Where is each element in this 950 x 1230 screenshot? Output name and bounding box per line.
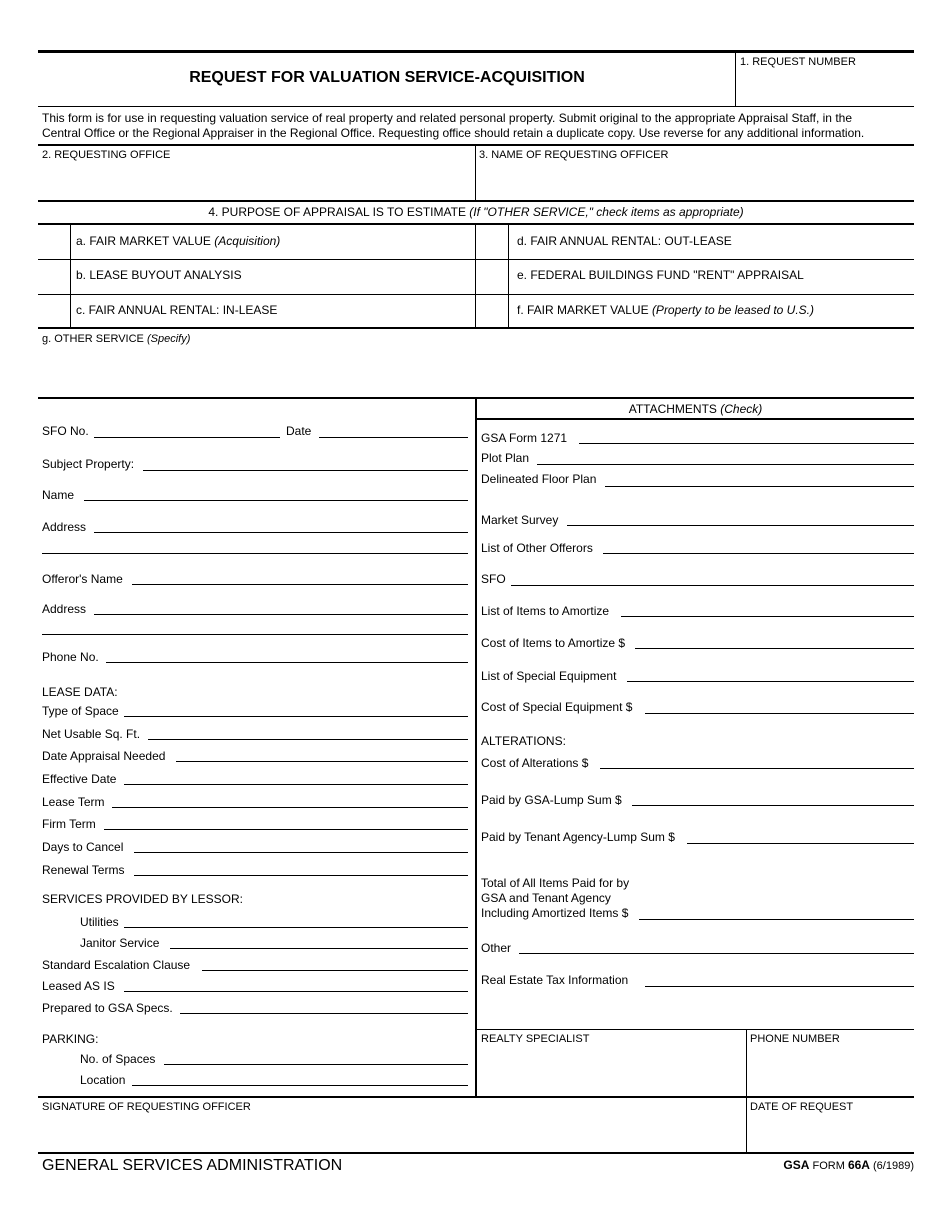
paid-by-tenant-label: Paid by Tenant Agency-Lump Sum $ xyxy=(481,830,675,844)
list-special-equipment-field[interactable] xyxy=(627,681,914,682)
prepared-to-gsa-field[interactable] xyxy=(180,1013,468,1014)
phone-no-field[interactable] xyxy=(106,662,468,663)
checkbox-f[interactable] xyxy=(476,295,507,328)
purpose-item-d: d. FAIR ANNUAL RENTAL: OUT-LEASE xyxy=(517,234,732,248)
standard-escalation-label: Standard Escalation Clause xyxy=(42,958,191,972)
plot-plan-label: Plot Plan xyxy=(481,451,530,465)
cost-special-equipment-label: Cost of Special Equipment $ xyxy=(481,700,633,714)
type-of-space-field[interactable] xyxy=(124,716,468,717)
effective-date-label: Effective Date xyxy=(42,772,117,786)
total-field[interactable] xyxy=(639,919,914,920)
address-field[interactable] xyxy=(94,532,468,533)
firm-term-field[interactable] xyxy=(104,829,468,830)
agency-name: GENERAL SERVICES ADMINISTRATION xyxy=(42,1157,343,1174)
offeror-address-field[interactable] xyxy=(94,614,468,615)
real-estate-tax-label: Real Estate Tax Information xyxy=(481,973,629,987)
divider xyxy=(38,144,914,146)
list-special-equipment-label: List of Special Equipment xyxy=(481,669,617,683)
other-field[interactable] xyxy=(519,953,914,954)
janitor-service-field[interactable] xyxy=(170,948,468,949)
delineated-floor-plan-label: Delineated Floor Plan xyxy=(481,472,597,486)
list-items-amortize-field[interactable] xyxy=(621,616,914,617)
divider xyxy=(38,106,914,107)
sfo-field[interactable] xyxy=(511,585,914,586)
market-survey-label: Market Survey xyxy=(481,513,559,527)
type-of-space-label: Type of Space xyxy=(42,704,119,718)
gsa-form-1271-label: GSA Form 1271 xyxy=(481,431,568,445)
phone-no-label: Phone No. xyxy=(42,650,99,664)
subject-property-label: Subject Property: xyxy=(42,457,135,471)
divider xyxy=(475,145,476,201)
offeror-address-label: Address xyxy=(42,602,87,616)
list-other-offerors-label: List of Other Offerors xyxy=(481,541,593,555)
purpose-item-c: c. FAIR ANNUAL RENTAL: IN-LEASE xyxy=(76,303,278,317)
realty-specialist-field[interactable] xyxy=(481,1047,741,1093)
purpose-item-b: b. LEASE BUYOUT ANALYSIS xyxy=(76,268,242,282)
delineated-floor-plan-field[interactable] xyxy=(605,486,914,487)
list-items-amortize-label: List of Items to Amortize xyxy=(481,604,610,618)
services-by-lessor-heading: SERVICES PROVIDED BY LESSOR: xyxy=(42,892,243,906)
total-line-1: Total of All Items Paid for by xyxy=(481,876,630,890)
lease-term-label: Lease Term xyxy=(42,795,105,809)
effective-date-field[interactable] xyxy=(124,784,468,785)
address-field-2[interactable] xyxy=(42,553,468,554)
sfo-no-field[interactable] xyxy=(94,437,280,438)
divider xyxy=(508,224,509,328)
cost-of-alterations-label: Cost of Alterations $ xyxy=(481,756,589,770)
divider xyxy=(476,1029,914,1030)
divider xyxy=(735,52,736,106)
divider xyxy=(38,200,914,202)
requesting-officer-label: 3. NAME OF REQUESTING OFFICER xyxy=(479,149,669,161)
renewal-terms-field[interactable] xyxy=(134,875,468,876)
janitor-service-label: Janitor Service xyxy=(80,936,160,950)
signature-field[interactable] xyxy=(42,1115,742,1149)
requesting-officer-field[interactable] xyxy=(479,164,909,198)
checkbox-d[interactable] xyxy=(476,225,507,258)
cost-items-amortize-label: Cost of Items to Amortize $ xyxy=(481,636,626,650)
standard-escalation-field[interactable] xyxy=(202,970,468,971)
paid-by-gsa-label: Paid by GSA-Lump Sum $ xyxy=(481,793,622,807)
divider xyxy=(746,1097,747,1152)
lease-term-field[interactable] xyxy=(112,807,468,808)
net-usable-label: Net Usable Sq. Ft. xyxy=(42,727,141,741)
checkbox-e[interactable] xyxy=(476,260,507,293)
cost-special-equipment-field[interactable] xyxy=(645,713,914,714)
divider xyxy=(38,1096,914,1098)
alterations-heading: ALTERATIONS: xyxy=(481,734,566,748)
market-survey-field[interactable] xyxy=(567,525,914,526)
no-of-spaces-field[interactable] xyxy=(164,1064,468,1065)
total-line-2: GSA and Tenant Agency xyxy=(481,891,611,905)
offeror-address-field-2[interactable] xyxy=(42,634,468,635)
no-of-spaces-label: No. of Spaces xyxy=(80,1052,156,1066)
divider xyxy=(476,418,914,420)
date-of-request-label: DATE OF REQUEST xyxy=(750,1101,854,1113)
checkbox-b[interactable] xyxy=(39,260,70,293)
request-number-field[interactable] xyxy=(740,70,910,102)
paid-by-tenant-field[interactable] xyxy=(687,843,914,844)
purpose-item-f: f. FAIR MARKET VALUE (Property to be leased to U.S.) xyxy=(517,303,815,317)
lease-data-heading: LEASE DATA: xyxy=(42,685,118,699)
location-field[interactable] xyxy=(132,1085,468,1086)
divider xyxy=(70,224,71,328)
attachments-heading: ATTACHMENTS (Check) xyxy=(628,402,763,416)
utilities-field[interactable] xyxy=(124,927,468,928)
other-label: Other xyxy=(481,941,512,955)
requesting-office-label: 2. REQUESTING OFFICE xyxy=(42,149,171,161)
firm-term-label: Firm Term xyxy=(42,817,96,831)
intro-line-2: Central Office or the Regional Appraiser in the Regional Office. Requesting office should retain a duplicate copy. Use reverse for any additional information. xyxy=(42,126,865,140)
days-to-cancel-field[interactable] xyxy=(134,852,468,853)
purpose-item-a: a. FAIR MARKET VALUE (Acquisition) xyxy=(76,234,281,248)
form-identifier: GSA FORM 66A (6/1989) xyxy=(783,1158,914,1172)
other-service-field[interactable] xyxy=(42,348,910,394)
checkbox-c[interactable] xyxy=(39,295,70,328)
subject-property-field[interactable] xyxy=(143,470,468,471)
prepared-to-gsa-label: Prepared to GSA Specs. xyxy=(42,1001,173,1015)
offerors-name-label: Offeror's Name xyxy=(42,572,123,586)
date-appraisal-needed-field[interactable] xyxy=(176,761,468,762)
checkbox-a[interactable] xyxy=(39,225,70,258)
signature-label: SIGNATURE OF REQUESTING OFFICER xyxy=(42,1101,251,1113)
request-number-label: 1. REQUEST NUMBER xyxy=(740,56,856,68)
intro-line-1: This form is for use in requesting valuation service of real property and related personal property. Submit original to the appropriate Appraisal Staff, in the xyxy=(42,111,852,125)
top-rule xyxy=(38,50,914,53)
real-estate-tax-field[interactable] xyxy=(645,986,914,987)
sfo-no-label: SFO No. xyxy=(42,424,89,438)
name-field[interactable] xyxy=(84,500,468,501)
other-service-label: g. OTHER SERVICE (Specify) xyxy=(42,333,191,345)
phone-number-label: PHONE NUMBER xyxy=(750,1033,840,1045)
requesting-office-field[interactable] xyxy=(42,164,470,198)
net-usable-field[interactable] xyxy=(148,739,468,740)
plot-plan-field[interactable] xyxy=(537,464,914,465)
renewal-terms-label: Renewal Terms xyxy=(42,863,125,877)
column-divider xyxy=(475,398,477,1098)
paid-by-gsa-field[interactable] xyxy=(632,805,914,806)
date-label: Date xyxy=(286,424,312,438)
days-to-cancel-label: Days to Cancel xyxy=(42,840,124,854)
leased-as-is-label: Leased AS IS xyxy=(42,979,115,993)
purpose-heading: 4. PURPOSE OF APPRAISAL IS TO ESTIMATE (If "OTHER SERVICE," check items as appropriate) xyxy=(208,205,744,219)
address-label: Address xyxy=(42,520,87,534)
cost-of-alterations-field[interactable] xyxy=(600,768,914,769)
cost-items-amortize-field[interactable] xyxy=(635,648,914,649)
utilities-label: Utilities xyxy=(80,915,119,929)
date-field[interactable] xyxy=(319,437,468,438)
location-label: Location xyxy=(80,1073,126,1087)
bottom-rule xyxy=(38,1152,914,1154)
date-appraisal-needed-label: Date Appraisal Needed xyxy=(42,749,166,763)
sfo-label: SFO xyxy=(481,572,506,586)
offerors-name-field[interactable] xyxy=(132,584,468,585)
phone-number-field[interactable] xyxy=(750,1047,910,1093)
date-of-request-field[interactable] xyxy=(750,1115,910,1149)
gsa-form-1271-field[interactable] xyxy=(579,443,914,444)
parking-heading: PARKING: xyxy=(42,1032,99,1046)
name-label: Name xyxy=(42,488,75,502)
purpose-item-e: e. FEDERAL BUILDINGS FUND "RENT" APPRAISAL xyxy=(517,268,804,282)
leased-as-is-field[interactable] xyxy=(124,991,468,992)
list-other-offerors-field[interactable] xyxy=(603,553,914,554)
total-line-3: Including Amortized Items $ xyxy=(481,906,629,920)
realty-specialist-label: REALTY SPECIALIST xyxy=(481,1033,590,1045)
divider xyxy=(746,1030,747,1097)
form-title: REQUEST FOR VALUATION SERVICE-ACQUISITION xyxy=(189,69,585,86)
